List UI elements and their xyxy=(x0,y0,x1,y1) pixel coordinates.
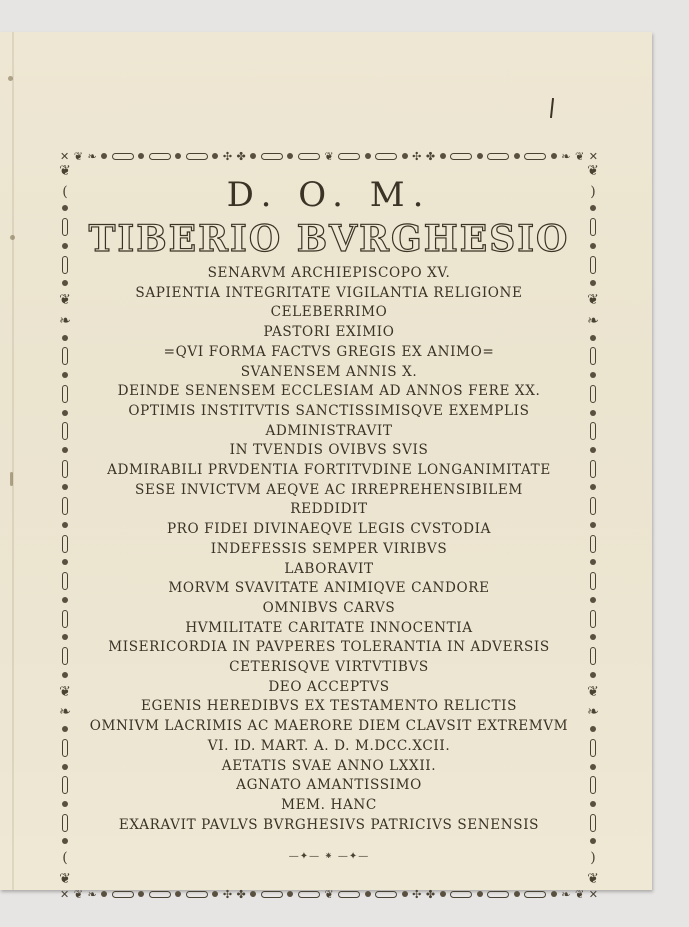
inscription-line: ADMINISTRAVIT xyxy=(265,422,393,439)
document-page xyxy=(0,32,652,900)
inscription-line: =QVI FORMA FACTVS GREGIS EX ANIMO= xyxy=(163,343,495,360)
inscription-line: MEM. HANC xyxy=(281,796,377,813)
inscription-line: VI. ID. MART. A. D. M.DCC.XCII. xyxy=(207,737,451,754)
inscription-line: REDDIDIT xyxy=(290,501,368,518)
ornamental-frame xyxy=(60,150,598,900)
ornamental-border-right: ❦ ) ❦ ❧ ❦ ❧ ) ❦ xyxy=(587,163,599,887)
ornamental-border-top: ✕ ❦ ❧ ✣ ✤ ❦ ✣ ✤ ❧ ❦ ✕ xyxy=(60,150,598,162)
paper-fold-line xyxy=(12,32,14,890)
inscription-line: AETATIS SVAE ANNO LXXII. xyxy=(221,757,437,774)
inscription-line: CELEBERRIMO xyxy=(270,304,388,321)
inscription-lines xyxy=(80,264,578,835)
inscription-line: MORVM SVAVITATE ANIMIQVE CANDORE xyxy=(168,580,490,597)
inscription-line: AGNATO AMANTISSIMO xyxy=(236,777,422,794)
paper-stain xyxy=(10,472,13,486)
inscription-line: SAPIENTIA INTEGRITATE VIGILANTIA RELIGIONE xyxy=(135,284,523,301)
inscription-line: PRO FIDEI DIVINAEQVE LEGIS CVSTODIA xyxy=(166,521,492,538)
inscription-line: DEINDE SENENSEM ECCLESIAM AD ANNOS FERE XX. xyxy=(117,383,541,400)
ornamental-border-bottom: ✕ ❦ ❧ ✣ ✤ ❦ ✣ ✤ ❧ ❦ ✕ xyxy=(60,888,598,900)
ornamental-border-left: ❦ ( ❦ ❧ ❦ ❧ ( ❦ xyxy=(59,163,71,887)
inscription-line: HVMILITATE CARITATE INNOCENTIA xyxy=(185,619,473,636)
inscription-line: PASTORI EXIMIO xyxy=(263,324,395,341)
paper-stain xyxy=(10,235,15,240)
dedicatee-name: TIBERIO BVRGHESIO xyxy=(88,218,570,260)
inscription-line: MISERICORDIA IN PAVPERES TOLERANTIA IN ADVERSIS xyxy=(108,639,550,656)
inscription-line: LABORAVIT xyxy=(284,560,374,577)
inscription-line: ADMIRABILI PRVDENTIA FORTITVDINE LONGANIMITATE xyxy=(107,462,551,479)
inscription-line: OMNIVM LACRIMIS AC MAERORE DIEM CLAVSIT EXTREMVM xyxy=(89,718,569,735)
page-number-mark xyxy=(550,98,554,118)
inscription-heading: D. O. M. xyxy=(226,175,432,215)
inscription-line: SENARVM ARCHIEPISCOPO XV. xyxy=(207,265,451,281)
inscription-line: EGENIS HEREDIBVS EX TESTAMENTO RELICTIS xyxy=(141,698,517,715)
inscription-line: INDEFESSIS SEMPER VIRIBVS xyxy=(210,540,448,557)
inscription-line: DEO ACCEPTVS xyxy=(268,678,390,695)
inscription-line: SVANENSEM ANNIS X. xyxy=(240,363,418,380)
inscription-line: SESE INVICTVM AEQVE AC IRREPREHENSIBILEM xyxy=(135,481,523,498)
inscription-line: EXARAVIT PAVLVS BVRGHESIVS PATRICIVS SENENSIS xyxy=(118,816,540,833)
fleuron-ornament: —✦— ⁕ —✦— xyxy=(288,851,370,863)
inscription-body xyxy=(80,174,578,862)
inscription-line: IN TVENDIS OVIBVS SVIS xyxy=(229,442,429,459)
paper-stain xyxy=(8,76,13,81)
inscription-line: OPTIMIS INSTITVTIS SANCTISSIMISQVE EXEMPLIS xyxy=(128,402,530,419)
inscription-line: CETERISQVE VIRTVTIBVS xyxy=(229,659,429,676)
inscription-line: OMNIBVS CARVS xyxy=(262,599,396,616)
